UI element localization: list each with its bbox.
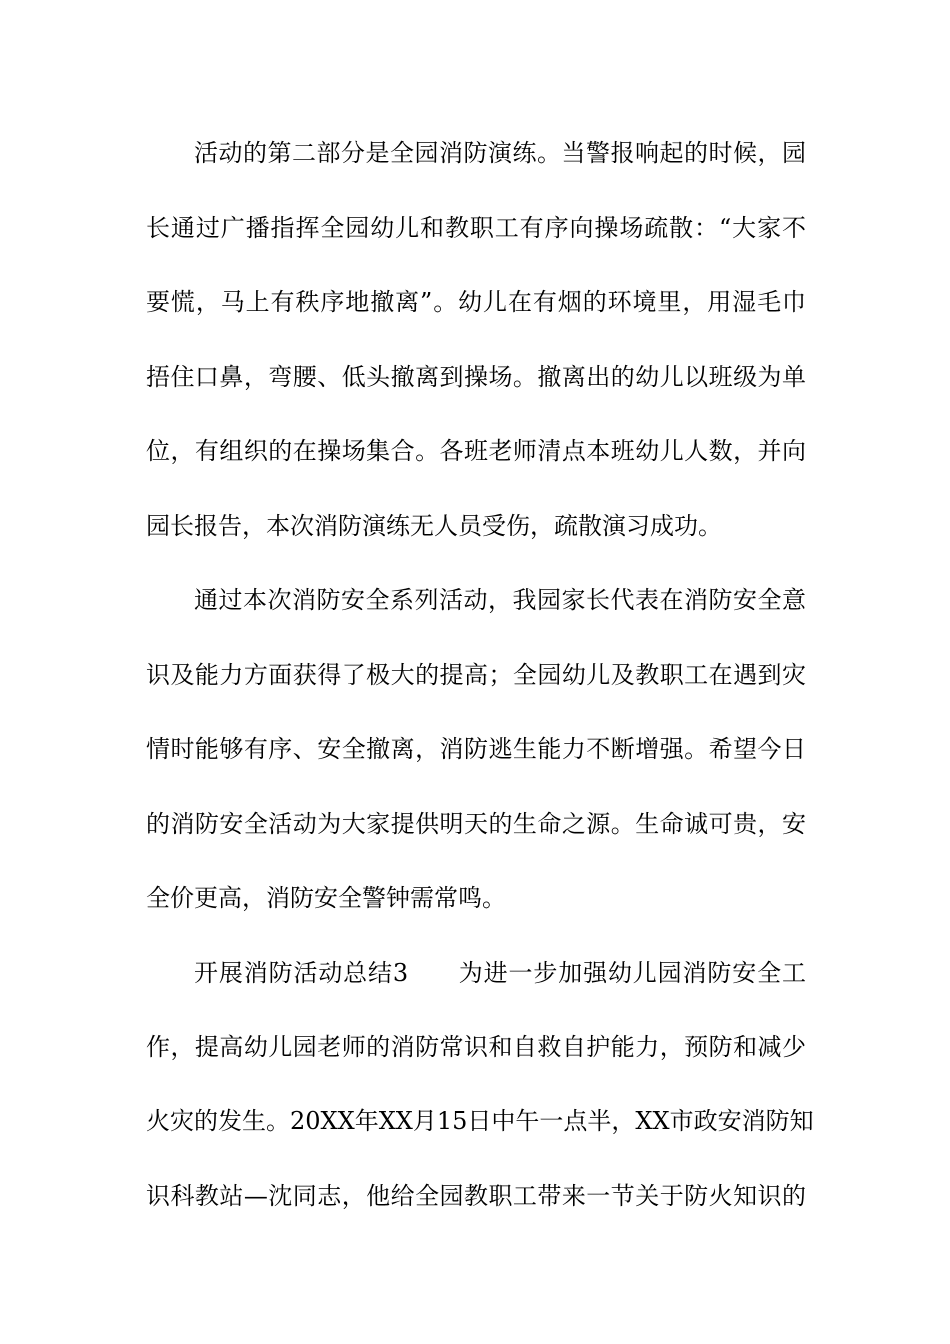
- paragraph-3-line-2: 作，提高幼儿园老师的消防常识和自救自护能力，预防和减少: [146, 1033, 806, 1061]
- paragraph-1-line-2: 长通过广播指挥全园幼儿和教职工有序向操场疏散：“大家不: [146, 214, 806, 242]
- paragraph-2-line-3: 情时能够有序、安全撤离，消防逃生能力不断增强。希望今日: [146, 735, 806, 763]
- paragraph-3-line-1: 开展消防活动总结3 为进一步加强幼儿园消防安全工: [194, 959, 806, 987]
- paragraph-1-line-5: 位，有组织的在操场集合。各班老师清点本班幼儿人数，并向: [146, 437, 806, 465]
- paragraph-2-line-2: 识及能力方面获得了极大的提高；全园幼儿及教职工在遇到灾: [146, 661, 806, 689]
- paragraph-2-line-4: 的消防安全活动为大家提供明天的生命之源。生命诚可贵，安: [146, 810, 806, 838]
- paragraph-2-line-5: 全价更高，消防安全警钟需常鸣。: [146, 884, 506, 912]
- paragraph-3-line-3: 火灾的发生。20XX年XX月15日中午一点半，XX市政安消防知: [146, 1107, 814, 1135]
- paragraph-1-line-3: 要慌，马上有秩序地撤离”。幼儿在有烟的环境里，用湿毛巾: [146, 288, 806, 316]
- paragraph-1-line-6: 园长报告，本次消防演练无人员受伤，疏散演习成功。: [146, 512, 722, 540]
- paragraph-3-line-4: 识科教站—沈同志，他给全园教职工带来一节关于防火知识的: [146, 1182, 806, 1210]
- paragraph-1-line-1: 活动的第二部分是全园消防演练。当警报响起的时候，园: [194, 139, 806, 167]
- paragraph-1-line-4: 捂住口鼻，弯腰、低头撤离到操场。撤离出的幼儿以班级为单: [146, 363, 806, 391]
- paragraph-2-line-1: 通过本次消防安全系列活动，我园家长代表在消防安全意: [194, 586, 806, 614]
